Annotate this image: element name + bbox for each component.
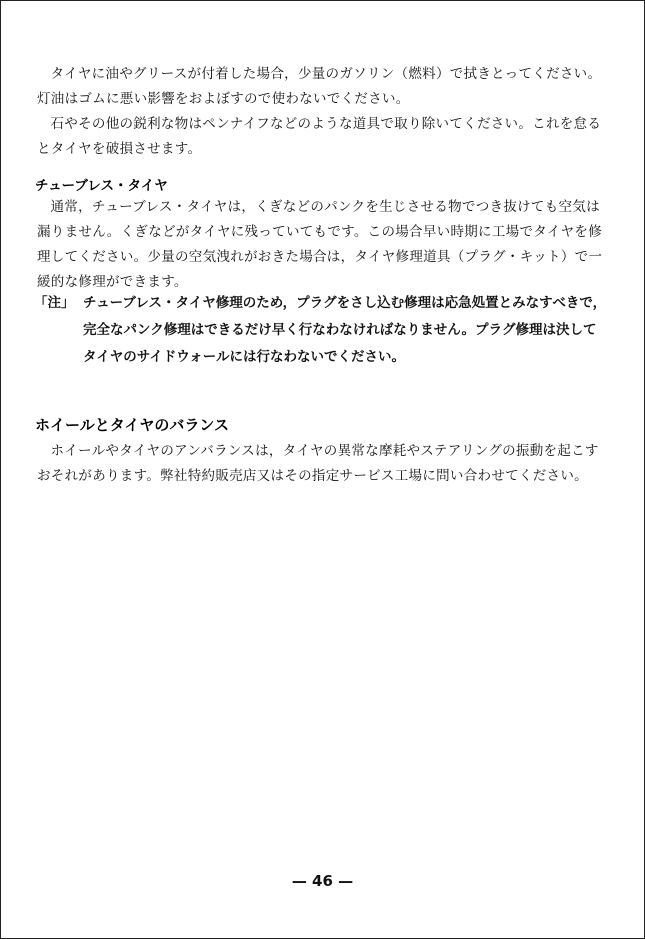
tubeless-heading: チューブレス・タイヤ <box>35 178 168 194</box>
page-number: — 46 — <box>291 872 354 890</box>
balance-heading: ホイールとタイヤのバランス <box>35 416 229 434</box>
note-text: チューブレス・タイヤ修理のため，プラグをさし込む修理は応急処置とみなすべきで，完全なパンク修理はできるだけ早く行なわなければなりません。プラグ修理は決してタイヤのサイドウォールには行なわないでください。 <box>83 295 607 365</box>
oil-grease-paragraph: タイヤに油やグリースが付着した場合，少量のガソリン（燃料）で拭きとってください。灯油はゴムに悪い影響をおよぼすので使わないでください。 <box>37 66 602 107</box>
tubeless-paragraph: 通常，チューブレス・タイヤは，くぎなどのパンクを生じさせる物でつき抜けても空気は漏りません。くぎなどがタイヤに残っていてもです。この場合早い時期に工場でタイヤを修理してください。少量の空気洩れがおきた場合は，タイヤ修理道具（プラグ・キット）で一緩的な修理ができます。 <box>37 199 603 290</box>
sharp-objects-paragraph: 石やその他の鋭利な物はペンナイフなどのような道具で取り除いてください。これを怠るとタイヤを破損させます。 <box>37 116 602 157</box>
tubeless-note <box>34 290 607 371</box>
note-label: 「注」 <box>34 295 75 311</box>
balance-paragraph: ホイールやタイヤのアンバランスは，タイヤの異常な摩耗やステアリングの振動を起こすおそれがあります。弊社特約販売店又はその指定サービス工場に問い合わせてください。 <box>37 443 599 484</box>
